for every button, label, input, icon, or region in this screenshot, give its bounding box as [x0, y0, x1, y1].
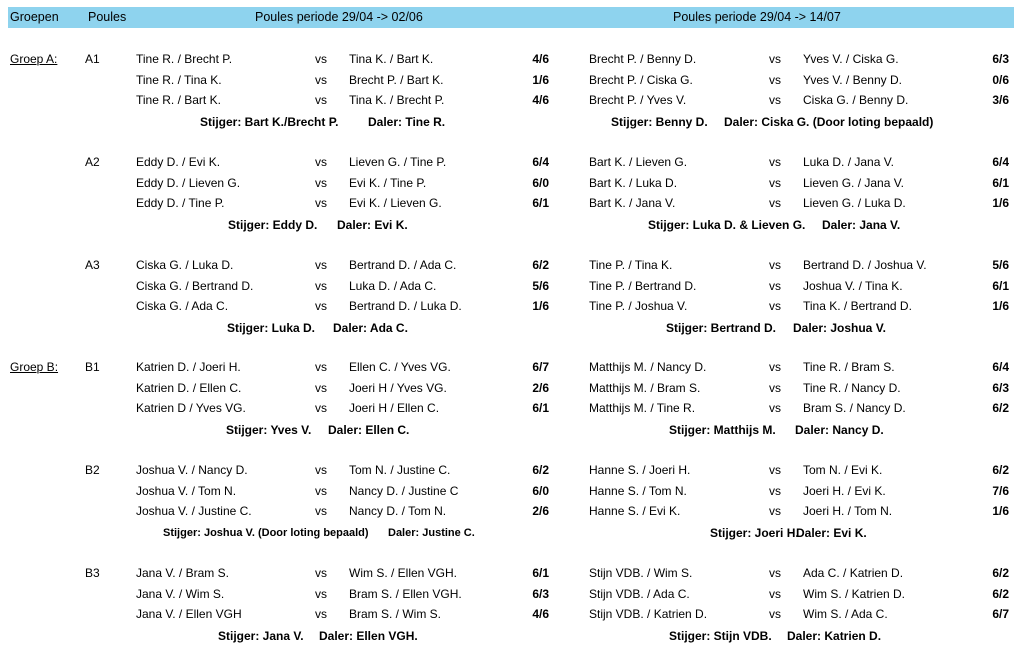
team-1: Jana V. / Wim S.: [136, 586, 225, 601]
daler-label: Daler: Justine C.: [388, 526, 475, 539]
vs-label: vs: [315, 566, 327, 580]
team-1: Hanne S. / Evi K.: [589, 504, 681, 518]
team-2: Joeri H / Yves VG.: [349, 380, 447, 395]
team-1: Stijn VDB. / Ada C.: [589, 586, 690, 601]
team-1: Tine R. / Bart K.: [136, 93, 221, 107]
match-score: 6/4: [992, 360, 1009, 374]
header-poules: Poules: [88, 10, 127, 24]
vs-label: vs: [315, 586, 327, 601]
match-score: 6/2: [992, 463, 1009, 477]
team-2: Yves V. / Ciska G.: [803, 52, 899, 66]
team-1: Joshua V. / Justine C.: [136, 504, 252, 518]
header-groepen: Groepen: [10, 10, 59, 24]
team-2: Joeri H / Ellen C.: [349, 401, 440, 415]
team-2: Joeri H. / Tom N.: [803, 504, 893, 518]
stijger-label: Stijger: Bart K./Brecht P.: [200, 114, 339, 129]
match-score: 4/6: [532, 607, 549, 621]
team-1: Matthijs M. / Tine R.: [589, 401, 696, 415]
stijger-label: Stijger: Matthijs M.: [669, 422, 776, 437]
team-2: Yves V. / Benny D.: [803, 72, 902, 87]
team-2: Luka D. / Jana V.: [803, 155, 894, 169]
match-score: 6/0: [532, 175, 549, 190]
poule-name: A1: [85, 52, 100, 66]
team-1: Tine P. / Tina K.: [589, 258, 673, 272]
team-2: Nancy D. / Tom N.: [349, 504, 447, 518]
vs-label: vs: [769, 93, 781, 107]
team-1: Katrien D. / Ellen C.: [136, 380, 242, 395]
match-score: 0/6: [992, 72, 1009, 87]
team-2: Evi K. / Lieven G.: [349, 196, 442, 210]
header-periode-2: Poules periode 29/04 -> 14/07: [673, 10, 841, 24]
team-1: Tine P. / Joshua V.: [589, 299, 688, 313]
vs-label: vs: [769, 299, 781, 313]
team-2: Brecht P. / Bart K.: [349, 72, 444, 87]
daler-label: Daler: Nancy D.: [795, 422, 884, 437]
match-score: 2/6: [532, 380, 549, 395]
vs-label: vs: [769, 360, 781, 374]
team-1: Brecht P. / Yves V.: [589, 93, 687, 107]
team-1: Tine R. / Tina K.: [136, 72, 222, 87]
team-1: Eddy D. / Evi K.: [136, 155, 221, 169]
daler-label: Daler: Jana V.: [822, 217, 901, 232]
team-1: Ciska G. / Luka D.: [136, 258, 234, 272]
team-1: Tine R. / Brecht P.: [136, 52, 233, 66]
vs-label: vs: [769, 504, 781, 518]
stijger-label: Stijger: Eddy D.: [228, 217, 318, 232]
match-score: 1/6: [532, 299, 549, 313]
team-2: Bram S. / Nancy D.: [803, 401, 906, 415]
team-2: Tina K. / Bertrand D.: [803, 299, 912, 313]
match-score: 6/7: [992, 607, 1009, 621]
vs-label: vs: [315, 52, 327, 66]
vs-label: vs: [315, 380, 327, 395]
match-score: 5/6: [992, 258, 1009, 272]
vs-label: vs: [315, 463, 327, 477]
match-score: 6/1: [992, 175, 1009, 190]
match-score: 6/2: [992, 566, 1009, 580]
match-score: 1/6: [992, 299, 1009, 313]
team-1: Tine P. / Bertrand D.: [589, 278, 697, 293]
team-2: Bram S. / Wim S.: [349, 607, 442, 621]
poule-name: A2: [85, 155, 100, 169]
stijger-label: Stijger: Jana V.: [218, 628, 304, 643]
match-score: 6/1: [532, 196, 549, 210]
stijger-label: Stijger: Yves V.: [226, 422, 312, 437]
team-2: Tine R. / Nancy D.: [803, 380, 901, 395]
match-score: 2/6: [532, 504, 549, 518]
stijger-label: Stijger: Benny D.: [611, 114, 708, 129]
team-2: Tina K. / Brecht P.: [349, 93, 445, 107]
team-1: Stijn VDB. / Wim S.: [589, 566, 693, 580]
vs-label: vs: [315, 278, 327, 293]
vs-label: vs: [315, 401, 327, 415]
vs-label: vs: [769, 258, 781, 272]
team-1: Matthijs M. / Bram S.: [589, 380, 701, 395]
team-2: Wim S. / Katrien D.: [803, 586, 906, 601]
vs-label: vs: [315, 258, 327, 272]
vs-label: vs: [769, 586, 781, 601]
match-score: 6/3: [992, 52, 1009, 66]
vs-label: vs: [769, 607, 781, 621]
vs-label: vs: [769, 380, 781, 395]
team-1: Matthijs M. / Nancy D.: [589, 360, 707, 374]
match-score: 5/6: [532, 278, 549, 293]
vs-label: vs: [315, 155, 327, 169]
daler-label: Daler: Ellen C.: [328, 422, 410, 437]
stijger-label: Stijger: Bertrand D.: [666, 320, 777, 335]
team-1: Ciska G. / Ada C.: [136, 299, 229, 313]
team-2: Wim S. / Ellen VGH.: [349, 566, 458, 580]
daler-label: Daler: Tine R.: [368, 114, 446, 129]
vs-label: vs: [315, 72, 327, 87]
vs-label: vs: [769, 52, 781, 66]
team-2: Tom N. / Justine C.: [349, 463, 451, 477]
match-score: 4/6: [532, 52, 549, 66]
team-2: Bertrand D. / Luka D.: [349, 299, 462, 313]
team-1: Bart K. / Luka D.: [589, 175, 678, 190]
team-1: Eddy D. / Tine P.: [136, 196, 225, 210]
stijger-label: Stijger: Luka D. & Lieven G.: [648, 217, 806, 232]
team-2: Tine R. / Bram S.: [803, 360, 895, 374]
daler-label: Daler: Katrien D.: [787, 628, 882, 643]
stijger-label: Stijger: Joeri H.: [710, 525, 799, 540]
vs-label: vs: [315, 299, 327, 313]
team-1: Brecht P. / Benny D.: [589, 52, 697, 66]
team-2: Evi K. / Tine P.: [349, 175, 427, 190]
daler-label: Daler: Ciska G. (Door loting bepaald): [724, 114, 934, 129]
match-score: 6/0: [532, 483, 549, 498]
team-2: Lieven G. / Jana V.: [803, 175, 904, 190]
team-1: Katrien D. / Joeri H.: [136, 360, 241, 374]
daler-label: Daler: Joshua V.: [793, 320, 886, 335]
match-score: 6/2: [532, 463, 549, 477]
vs-label: vs: [315, 175, 327, 190]
team-2: Tom N. / Evi K.: [803, 463, 883, 477]
team-2: Ada C. / Katrien D.: [803, 566, 904, 580]
team-2: Nancy D. / Justine C: [349, 483, 459, 498]
header-periode-1: Poules periode 29/04 -> 02/06: [255, 10, 423, 24]
match-score: 6/4: [992, 155, 1009, 169]
team-2: Lieven G. / Luka D.: [803, 196, 906, 210]
daler-label: Daler: Ellen VGH.: [319, 628, 418, 643]
poule-name: B2: [85, 463, 100, 477]
vs-label: vs: [769, 463, 781, 477]
vs-label: vs: [769, 155, 781, 169]
vs-label: vs: [315, 504, 327, 518]
group-label: Groep B:: [10, 360, 59, 374]
team-1: Bart K. / Jana V.: [589, 196, 676, 210]
match-score: 6/1: [532, 566, 549, 580]
match-score: 3/6: [992, 93, 1009, 107]
team-1: Jana V. / Bram S.: [136, 566, 229, 580]
match-score: 1/6: [532, 72, 549, 87]
team-2: Luka D. / Ada C.: [349, 278, 437, 293]
stijger-label: Stijger: Luka D.: [227, 320, 316, 335]
poule-name: B3: [85, 566, 100, 580]
match-score: 6/1: [992, 278, 1009, 293]
team-2: Joshua V. / Tina K.: [803, 278, 903, 293]
team-2: Ciska G. / Benny D.: [803, 93, 909, 107]
match-score: 4/6: [532, 93, 549, 107]
daler-label: Daler: Evi K.: [337, 217, 408, 232]
team-1: Joshua V. / Nancy D.: [136, 463, 248, 477]
team-2: Bram S. / Ellen VGH.: [349, 586, 462, 601]
poule-name: B1: [85, 360, 100, 374]
stijger-label: Stijger: Joshua V. (Door loting bepaald): [163, 526, 369, 539]
match-score: 1/6: [992, 196, 1009, 210]
team-2: Ellen C. / Yves VG.: [349, 360, 451, 374]
vs-label: vs: [769, 278, 781, 293]
vs-label: vs: [315, 360, 327, 374]
vs-label: vs: [769, 72, 781, 87]
match-score: 6/2: [532, 258, 549, 272]
team-1: Hanne S. / Tom N.: [589, 483, 687, 498]
vs-label: vs: [769, 175, 781, 190]
poule-name: A3: [85, 258, 100, 272]
stijger-label: Stijger: Stijn VDB.: [669, 628, 772, 643]
team-2: Tina K. / Bart K.: [349, 52, 434, 66]
vs-label: vs: [769, 196, 781, 210]
header-row: [8, 7, 1014, 28]
match-score: 7/6: [992, 483, 1009, 498]
match-score: 6/2: [992, 586, 1009, 601]
vs-label: vs: [315, 607, 327, 621]
daler-label: Daler: Evi K.: [796, 525, 867, 540]
team-1: Katrien D / Yves VG.: [136, 401, 246, 415]
team-2: Bertrand D. / Ada C.: [349, 258, 457, 272]
vs-label: vs: [769, 401, 781, 415]
match-score: 6/4: [532, 155, 549, 169]
match-score: 6/2: [992, 401, 1009, 415]
match-score: 6/3: [992, 380, 1009, 395]
vs-label: vs: [315, 93, 327, 107]
team-1: Ciska G. / Bertrand D.: [136, 278, 254, 293]
vs-label: vs: [315, 196, 327, 210]
team-2: Joeri H. / Evi K.: [803, 483, 886, 498]
match-score: 1/6: [992, 504, 1009, 518]
vs-label: vs: [315, 483, 327, 498]
team-1: Hanne S. / Joeri H.: [589, 463, 691, 477]
match-score: 6/3: [532, 586, 549, 601]
team-1: Brecht P. / Ciska G.: [589, 72, 693, 87]
team-2: Wim S. / Ada C.: [803, 607, 888, 621]
team-1: Eddy D. / Lieven G.: [136, 175, 241, 190]
vs-label: vs: [769, 566, 781, 580]
vs-label: vs: [769, 483, 781, 498]
team-1: Joshua V. / Tom N.: [136, 483, 237, 498]
team-2: Bertrand D. / Joshua V.: [803, 258, 927, 272]
team-1: Jana V. / Ellen VGH: [136, 607, 242, 621]
team-1: Stijn VDB. / Katrien D.: [589, 607, 708, 621]
team-2: Lieven G. / Tine P.: [349, 155, 447, 169]
group-label: Groep A:: [10, 52, 58, 66]
team-1: Bart K. / Lieven G.: [589, 155, 688, 169]
match-score: 6/7: [532, 360, 549, 374]
daler-label: Daler: Ada C.: [333, 320, 408, 335]
match-score: 6/1: [532, 401, 549, 415]
